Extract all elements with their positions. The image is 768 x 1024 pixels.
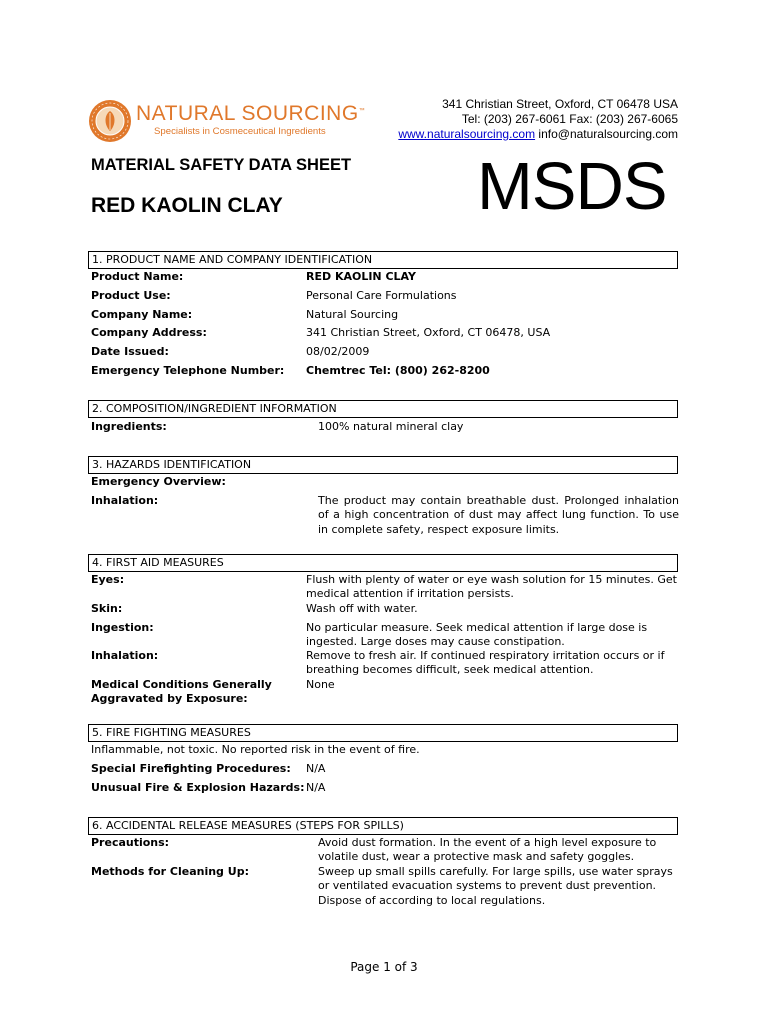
msds-badge: MSDS	[477, 149, 667, 224]
cleaning-methods-label: Methods for Cleaning Up:	[91, 865, 249, 878]
contact-block	[398, 97, 678, 142]
precautions-label: Precautions:	[91, 836, 170, 849]
company-name-label: Company Name:	[91, 308, 193, 321]
brand-tagline: Specialists in Cosmeceutical Ingredients	[154, 126, 326, 137]
company-address-label: Company Address:	[91, 326, 207, 339]
product-use-value: Personal Care Formulations	[306, 289, 457, 302]
website-link[interactable]: www.naturalsourcing.com	[398, 127, 536, 141]
section-6-heading: 6. ACCIDENTAL RELEASE MEASURES (STEPS FOR SPILLS)	[88, 817, 678, 835]
unusual-hazards-value: N/A	[306, 781, 326, 794]
emergency-overview-label: Emergency Overview:	[91, 475, 226, 488]
product-use-label: Product Use:	[91, 289, 171, 302]
cleaning-methods-value: Sweep up small spills carefully. For large spills, use water sprays or ventilated evacuation systems to prevent dust prevention. Dispose of according to local regulations.	[318, 865, 673, 907]
product-name-value: RED KAOLIN CLAY	[306, 270, 416, 283]
section-1-heading: 1. PRODUCT NAME AND COMPANY IDENTIFICATION	[88, 251, 678, 269]
section-2-heading: 2. COMPOSITION/INGREDIENT INFORMATION	[88, 400, 678, 418]
medical-conditions-label: Medical Conditions Generally Aggravated by Exposure:	[91, 678, 272, 705]
hazard-inhalation-value: The product may contain breathable dust. Prolonged inhalation of a high concentration of dust may affect lung function. To use in complete safety, respect exposure limits.	[318, 494, 679, 536]
ingredients-label: Ingredients:	[91, 420, 167, 433]
skin-value: Wash off with water.	[306, 602, 418, 615]
company-address: 341 Christian Street, Oxford, CT 06478 USA	[442, 97, 678, 111]
emergency-phone-label: Emergency Telephone Number:	[91, 364, 285, 377]
company-name-value: Natural Sourcing	[306, 308, 399, 321]
ingestion-label: Ingestion:	[91, 621, 154, 634]
precautions-value: Avoid dust formation. In the event of a high level exposure to volatile dust, wear a protective mask and safety goggles.	[318, 836, 657, 864]
date-issued-value: 08/02/2009	[306, 345, 370, 358]
emergency-phone-value: Chemtrec Tel: (800) 262-8200	[306, 364, 490, 377]
skin-label: Skin:	[91, 602, 123, 615]
product-title: RED KAOLIN CLAY	[91, 194, 283, 217]
document-title: MATERIAL SAFETY DATA SHEET	[91, 156, 352, 174]
section-5-heading: 5. FIRE FIGHTING MEASURES	[88, 724, 678, 742]
special-firefighting-value: N/A	[306, 762, 326, 775]
first-aid-inhalation-label: Inhalation:	[91, 649, 159, 662]
section-4-heading: 4. FIRST AID MEASURES	[88, 554, 678, 572]
medical-conditions-value: None	[306, 678, 335, 691]
company-address-value: 341 Christian Street, Oxford, CT 06478, USA	[306, 326, 551, 339]
special-firefighting-label: Special Firefighting Procedures:	[91, 762, 291, 775]
company-logo	[88, 99, 388, 145]
hazard-inhalation-label: Inhalation:	[91, 494, 159, 507]
email-text: info@naturalsourcing.com	[535, 127, 678, 141]
fire-intro-text: Inflammable, not toxic. No reported risk in the event of fire.	[91, 743, 420, 756]
ingredients-value: 100% natural mineral clay	[318, 420, 464, 433]
page-number: Page 1 of 3	[350, 960, 418, 974]
eyes-value: Flush with plenty of water or eye wash solution for 15 minutes. Get medical attention if irritation persists.	[306, 573, 677, 601]
section-3-heading: 3. HAZARDS IDENTIFICATION	[88, 456, 678, 474]
first-aid-inhalation-value: Remove to fresh air. If continued respiratory irritation occurs or if breathing becomes difficult, seek medical attention.	[306, 649, 665, 677]
natural-sourcing-seal-icon	[88, 99, 132, 143]
brand-name: NATURAL SOURCING™	[136, 102, 366, 125]
eyes-label: Eyes:	[91, 573, 125, 586]
ingestion-value: No particular measure. Seek medical attention if large dose is ingested. Large doses may cause constipation.	[306, 621, 648, 649]
product-name-label: Product Name:	[91, 270, 184, 283]
company-web-email	[398, 127, 678, 142]
date-issued-label: Date Issued:	[91, 345, 169, 358]
unusual-hazards-label: Unusual Fire & Explosion Hazards:	[91, 781, 305, 794]
company-phone-fax: Tel: (203) 267-6061 Fax: (203) 267-6065	[461, 112, 678, 126]
